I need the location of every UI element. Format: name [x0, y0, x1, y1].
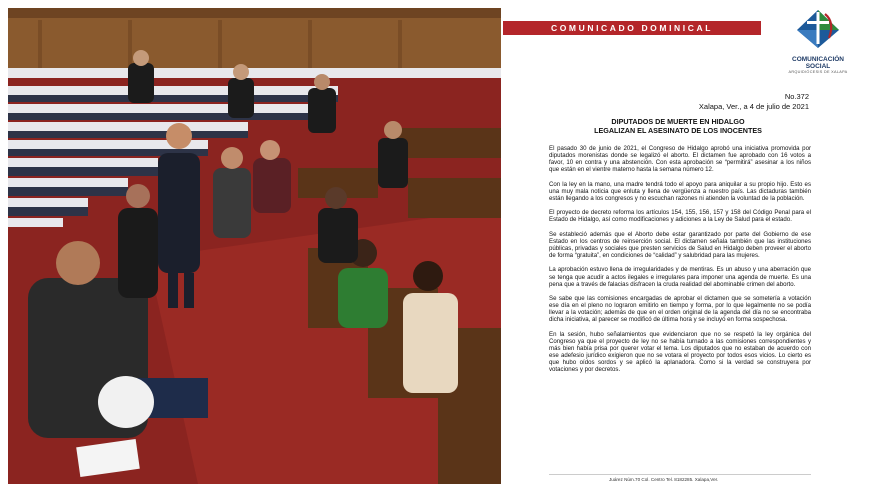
headline-line-2: LEGALIZAN EL ASESINATO DE LOS INOCENTES: [594, 126, 762, 135]
headline: [547, 117, 809, 135]
document-banner: COMUNICADO DOMINICAL: [503, 21, 761, 35]
logo-subtitle: ARQUIDIÓCESIS DE XALAPA: [788, 70, 848, 74]
comunicacion-social-logo: [785, 8, 851, 74]
document-number: No.372: [784, 92, 809, 101]
wood-wall: [8, 8, 501, 78]
press-release-document: [503, 0, 875, 499]
document-footer: Juárez Núm.70 Col. Centro Tel. 8182285. Xalapa,Ver.: [609, 477, 719, 482]
paragraph: En la sesión, hubo señalamientos que evidenciaron que no se respetó la ley orgánica del Congreso ya que el proyecto de ley no se había turnado a las comisiones correspondientes y más bien había prisa por querer votar el tema. Los diputados que no estaban de acuerdo con ese adefesio jurídico exigieron que no se votara el proyecto por todos esos vicios. Lo cierto es que hubo oídos sordos y se aplicó la aplanadora. Como si la verdad se construyera por votaciones y por decretos.: [549, 330, 811, 374]
footer-divider: [549, 474, 811, 475]
document-body: [549, 145, 811, 381]
logo-name: COMUNICACIÓN SOCIAL: [792, 56, 844, 70]
paragraph: Se estableció además que el Aborto debe estar garantizado por parte del Gobierno de ese Estado en los centros de reinserción social. El dictamen señala también que las instituciones públicas, privadas y sociales que presten servicios de Salud en Hidalgo deben proveer el aborto de forma “gratuita”, en condiciones de “calidad” y salubridad para las mujeres.: [549, 230, 811, 260]
paragraph: La aprobación estuvo llena de irregularidades y de mentiras. Es un abuso y una aberración que se tenga que acudir a actos ilegales e irregulares para imponer una agenda de muerte. Es una pena que a través de falacias disfracen la cruda realidad del abominable crimen del aborto.: [549, 266, 811, 288]
congress-session-photo: [8, 8, 501, 484]
paragraph: Se sabe que las comisiones encargadas de aprobar el dictamen que se sometería a votación ese día en el pleno no lograron emitirlo en tiempo y forma, por lo que legalmente no se podía llevar a la votación; además de que en el orden original de la agenda del día no se encontraba dicha iniciativa, al parecer se modificó de última hora y se incluyó en forma sospechosa.: [549, 294, 811, 324]
diamond-cross-icon: [795, 8, 841, 50]
blurred-face: [98, 376, 154, 428]
document-date: Xalapa, Ver., a 4 de julio de 2021: [698, 102, 809, 111]
photo-illustration: [8, 8, 501, 484]
paragraph: Con la ley en la mano, una madre tendrá todo el apoyo para aniquilar a su propio hijo. Esto es una muy mala noticia que enluta y llena de vergüenza a nuestro país. Las dictaduras también están llegando a los congresos y no escuchan razones ni atienden la voluntad de la población.: [549, 180, 811, 203]
headline-line-1: DIPUTADOS DE MUERTE EN HIDALGO: [611, 117, 745, 126]
paragraph: El proyecto de decreto reforma los artículos 154, 155, 156, 157 y 158 del Código Penal para el Estado de Hidalgo, así como modificaciones y adiciones a la Ley de Salud para el estado.: [549, 209, 811, 224]
paragraph: El pasado 30 de junio de 2021, el Congreso de Hidalgo aprobó una iniciativa promovida por diputados morenistas donde se legalizó el aborto. El dictamen fue aprobado con 16 votos a favor, 10 en contra y una abstención. Con esta aprobación se “permitirá” asesinar a los niños que están en el vientre materno hasta la semana número 12.: [549, 145, 811, 174]
